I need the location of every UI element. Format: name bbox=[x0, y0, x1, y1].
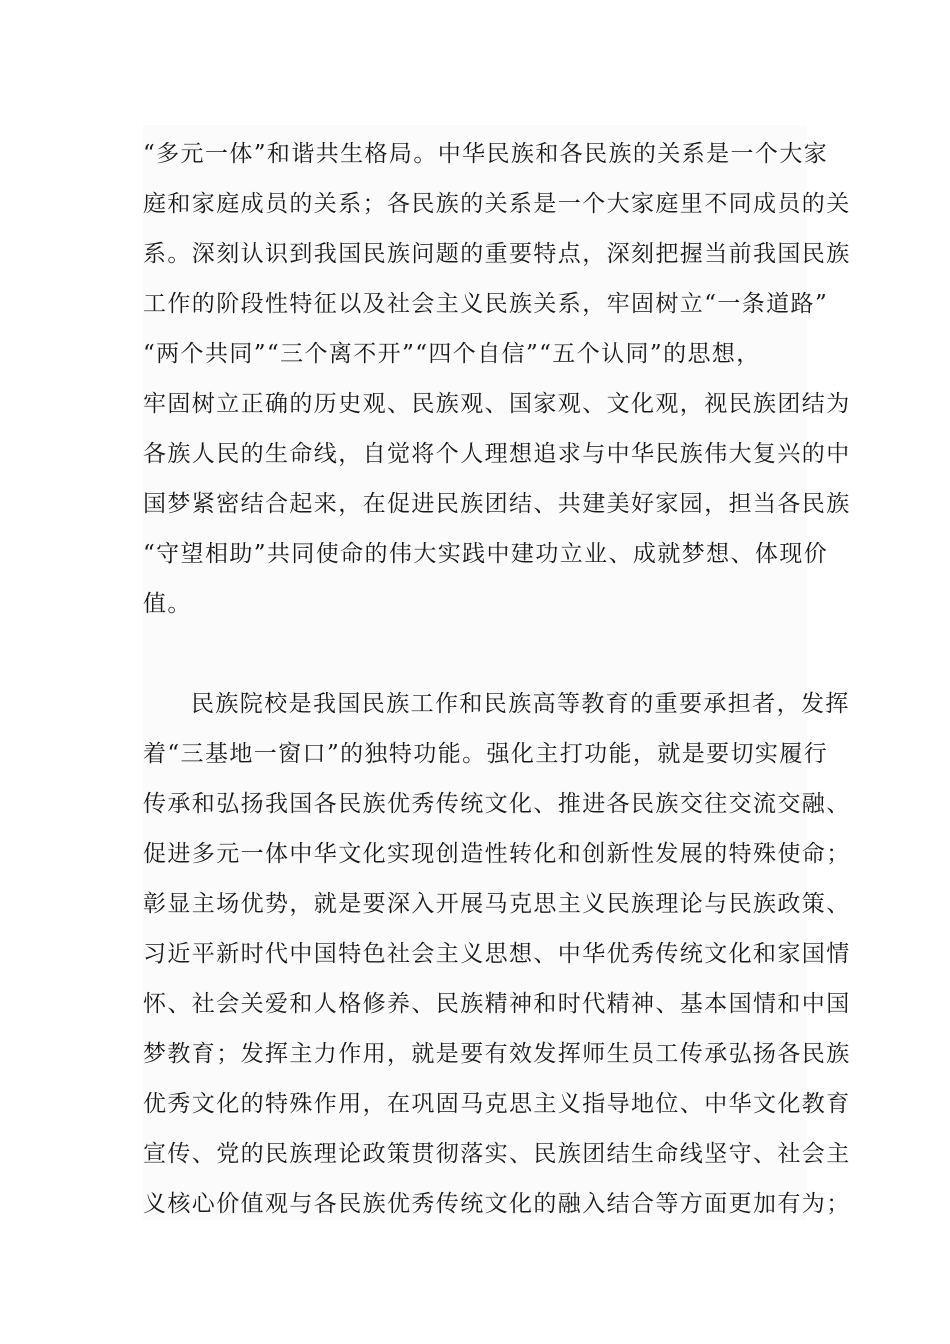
text-line: “多元一体”和谐共生格局。中华民族和各民族的关系是一个大家 bbox=[143, 141, 829, 167]
text-line: 传承和弘扬我国各民族优秀传统文化、推进各民族交往交流交融、 bbox=[143, 791, 851, 817]
text-line: 彰显主场优势，就是要深入开展马克思主义民族理论与民族政策、 bbox=[143, 891, 851, 917]
text-line: 牢固树立正确的历史观、民族观、国家观、文化观，视民族团结为 bbox=[143, 391, 851, 417]
text-line: 系。深刻认识到我国民族问题的重要特点，深刻把握当前我国民族 bbox=[143, 241, 851, 267]
text-line: 民族院校是我国民族工作和民族高等教育的重要承担者，发挥 bbox=[191, 691, 850, 717]
text-line: 义核心价值观与各民族优秀传统文化的融入结合等方面更加有为； bbox=[143, 1191, 851, 1217]
text-line: 优秀文化的特殊作用，在巩固马克思主义指导地位、中华文化教育 bbox=[143, 1091, 851, 1117]
paragraph-2 bbox=[143, 679, 851, 1229]
paragraph-1 bbox=[143, 129, 851, 629]
text-line: “守望相助”共同使命的伟大实践中建功立业、成就梦想、体现价 bbox=[143, 541, 829, 567]
text-line: 着“三基地一窗口”的独特功能。强化主打功能，就是要切实履行 bbox=[143, 741, 829, 767]
text-line: 怀、社会关爱和人格修养、民族精神和时代精神、基本国情和中国 bbox=[143, 991, 851, 1017]
text-line: “两个共同”“三个离不开”“四个自信”“五个认同”的思想， bbox=[143, 341, 761, 367]
text-line: 各族人民的生命线，自觉将个人理想追求与中华民族伟大复兴的中 bbox=[143, 441, 851, 467]
text-line: 促进多元一体中华文化实现创造性转化和创新性发展的特殊使命； bbox=[143, 841, 851, 867]
text-line: 梦教育；发挥主力作用，就是要有效发挥师生员工传承弘扬各民族 bbox=[143, 1041, 851, 1067]
text-line: 习近平新时代中国特色社会主义思想、中华优秀传统文化和家国情 bbox=[143, 941, 851, 967]
document-text-block bbox=[143, 125, 851, 1220]
text-line: 宣传、党的民族理论政策贯彻落实、民族团结生命线坚守、社会主 bbox=[143, 1141, 851, 1167]
text-line: 国梦紧密结合起来，在促进民族团结、共建美好家园，担当各民族 bbox=[143, 491, 851, 517]
text-line: 庭和家庭成员的关系；各民族的关系是一个大家庭里不同成员的关 bbox=[143, 191, 851, 217]
text-line: 值。 bbox=[143, 591, 192, 617]
text-line: 工作的阶段性特征以及社会主义民族关系，牢固树立“一条道路” bbox=[143, 291, 829, 317]
